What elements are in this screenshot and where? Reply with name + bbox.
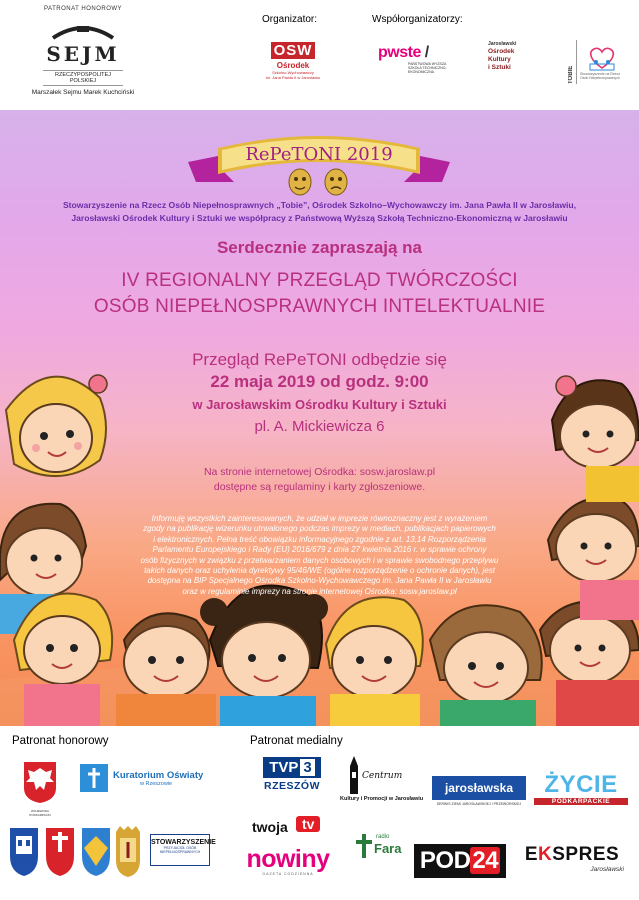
event-address: pl. A. Mickiewicza 6	[254, 418, 385, 435]
zycie-sub: PODKARPACKIE	[534, 798, 628, 805]
kid-bottom-left	[116, 613, 216, 726]
event-title-line-2: OSÓB NIEPEŁNOSPRAWNYCH INTELEKTUALNIE	[93, 296, 546, 317]
header	[0, 0, 639, 110]
stowarzyszenie-name: STOWARZYSZENIE	[151, 839, 216, 846]
osw-logo-mark: OSW	[271, 42, 316, 59]
osw-logo	[258, 42, 328, 92]
event-venue: w Jarosławskim Ośrodku Kultury i Sztuki	[192, 397, 447, 412]
centrum-sub: Kultury i Promocji w Jarosławiu	[340, 796, 424, 802]
crest-1-icon	[10, 828, 38, 876]
sejm-logo-text: SEJM	[46, 42, 120, 66]
osw-name: Ośrodek	[276, 61, 310, 70]
radio-fara-logo	[354, 830, 406, 862]
legal-line: oraz w regulaminie imprezy na stronie internetowej Ośrodka: sosw.jaroslaw.pl	[182, 586, 457, 596]
legal-line: takich danych oraz uchylenia dyrektywy 95/46/WE (ogólne rozporządzenie o ochronie danych), jest	[144, 566, 495, 576]
crest-2-icon	[46, 828, 74, 876]
joks-line-3: i Sztuki	[488, 64, 511, 71]
stowarzyszenie-sub: PRZYJACIÓŁ OSÓB NIEPEŁNOSPRAWNYCH	[159, 846, 201, 854]
centrum-name: Centrum	[362, 771, 403, 781]
marszalek-label: Marszałek Sejmu Marek Kuchciński	[31, 89, 135, 96]
sejm-patronage	[8, 6, 158, 96]
osw-sub-1: Szkolno-Wychowawczy	[272, 70, 314, 75]
ekspres-k: K	[538, 844, 553, 865]
pwste-slash: /	[424, 44, 429, 61]
tobie-logo	[568, 40, 628, 84]
jaroslawska-logo	[432, 776, 526, 812]
ekspres-e: E	[524, 844, 539, 865]
event-when-line-1: Przegląd RePeTONI odbędzie się	[192, 350, 447, 369]
sejm-logo	[43, 16, 123, 68]
jaroslawska-name: jarosławska	[432, 776, 526, 800]
kid-bottom-right-1	[326, 597, 423, 726]
main-poster	[0, 110, 639, 726]
repetoni-banner	[188, 122, 450, 202]
tvp-name: TVP	[269, 759, 299, 776]
poland-caption: WOJEWODA PODKARPACKI	[29, 809, 51, 817]
organizer-label: Organizator:	[262, 14, 318, 25]
organizers-line-2: Jarosławski Ośrodek Kultury i Sztuki we współpracy z Państwową Wyższą Szkołą Techniczno-Ekonomiczną w Jarosławiu	[71, 213, 568, 223]
polish-eagle-emblem	[20, 760, 60, 817]
pwste-logo-text: pwste	[378, 44, 421, 61]
kid-right-middle	[548, 498, 639, 620]
legal-line: dostępna na BIP Specjalnego Ośrodka Szkolno-Wychowawczego im. Jana Pawła II w Jarosławiu	[147, 576, 492, 586]
nowiny-name: nowiny	[246, 845, 330, 873]
joks-line-2: Kultury	[488, 56, 511, 63]
ekspres-rest: SPRES	[552, 844, 620, 865]
tobie-vertical-text: TOBIE	[568, 40, 577, 84]
coorganizers-label: Współorganizatorzy:	[372, 14, 463, 25]
footer	[0, 726, 639, 900]
tvp-city: RZESZÓW	[264, 780, 320, 792]
zycie-podkarpackie-logo	[534, 772, 628, 812]
banner-text: RePeTONI 2019	[245, 144, 393, 165]
crest-3-icon	[82, 828, 110, 876]
legal-notice	[118, 514, 521, 597]
legal-line: i elektronicznych. Pełna treść obowiązku informacyjnego zgodnie z art. 13,14 Rozporządzenia	[153, 534, 486, 544]
pod24-logo	[414, 844, 506, 878]
kuratorium-city: w Rzeszowie	[140, 781, 173, 787]
kuratorium-logo	[80, 764, 212, 792]
legal-line: Informuję wszystkich zainteresowanych, że udział w imprezie równoznaczny jest z wyrażeniem	[151, 514, 488, 523]
osw-sub-2: im. Jana Pawła II w Jarosławiu	[265, 75, 321, 80]
invite-text: Serdecznie zapraszają na	[216, 238, 423, 257]
pwste-logo	[378, 44, 452, 74]
fara-radio: radio	[376, 834, 390, 840]
kid-left-bottom	[14, 593, 112, 726]
twojatv-tv: tv	[296, 816, 320, 832]
patronat-honorowy-label: Patronat honorowy	[12, 735, 109, 747]
kuratorium-mark-icon	[80, 764, 108, 792]
patronat-medialny-label: Patronat medialny	[250, 735, 343, 747]
twojatv-name: twoja	[252, 819, 288, 835]
centrum-kultury-logo	[340, 756, 424, 812]
rp-label: RZECZYPOSPOLITEJ POLSKIEJ	[43, 70, 123, 86]
ekspres-sub: Jarosławski	[590, 866, 624, 873]
info-line-1: Na stronie internetowej Ośrodka: sosw.jaroslaw.pl	[203, 466, 436, 478]
tobie-sub: Stowarzyszenie na Rzecz Osób Niepełnosprawnych	[580, 72, 621, 80]
organizers-line-1: Stowarzyszenie na Rzecz Osób Niepełnosprawnych „Tobie”, Ośrodek Szkolno–Wychowawczy im. Jana Pawła II w Jarosławiu,	[62, 200, 577, 210]
tvp-number: 3	[300, 759, 314, 776]
kuratorium-name: Kuratorium Oświaty	[113, 770, 204, 781]
stowarzyszenie-logo	[150, 834, 216, 866]
legal-line: zgody na publikację wizerunku utrwalonego podczas imprezy w mediach, publikacjach papierowych	[143, 524, 496, 534]
zycie-name: ŻYCIE	[544, 771, 618, 798]
joks-logo	[488, 40, 536, 72]
pod24-number: 24	[472, 847, 499, 874]
ekspres-jaroslawski-logo	[516, 844, 628, 880]
event-title-line-1: IV REGIONALNY PRZEGLĄD TWÓRCZOŚCI	[121, 270, 518, 291]
joks-small: Jarosławski	[488, 41, 517, 47]
legal-line: osób fizycznych w związku z przetwarzaniem danych osobowych i w sprawie swobodnego przepływu	[140, 555, 499, 565]
eagle-icon	[20, 760, 60, 804]
city-crests	[8, 826, 143, 878]
fara-name: Fara	[374, 841, 402, 856]
nowiny-logo	[236, 846, 340, 882]
legal-line: Parlamentu Europejskiego i Rady (EU) 2016/679 z dnia 27 kwietnia 2016 r. w sprawie ochrony	[152, 545, 487, 555]
nowiny-sub: GAZETA CODZIENNA	[262, 872, 314, 876]
tobie-hearts-icon	[582, 42, 622, 72]
pwste-sub: PAŃSTWOWA WYŻSZA SZKOŁA TECHNICZNO-EKONOMICZNA	[408, 62, 447, 74]
crest-4-icon	[116, 826, 140, 877]
kid-bottom-right-2	[430, 605, 542, 726]
event-date: 22 maja 2019 od godz. 9:00	[210, 372, 429, 391]
info-line-2: dostępne są regulaminy i karty zgłoszeniowe.	[213, 481, 426, 493]
patronat-small-label: PATRONAT HONOROWY	[43, 6, 123, 12]
theater-masks-icon	[289, 169, 347, 195]
pod24-name: POD	[419, 847, 471, 874]
joks-line-1: Ośrodek	[488, 48, 515, 55]
cross-icon	[354, 832, 374, 860]
twoja-tv-logo	[252, 816, 336, 840]
tvp3-logo	[252, 757, 332, 809]
jaroslawska-sub: SERWIS ZIEMI JAROSŁAWSKIEJ I PRZEWORSKIEJ	[436, 802, 522, 806]
church-tower-icon	[344, 756, 364, 796]
